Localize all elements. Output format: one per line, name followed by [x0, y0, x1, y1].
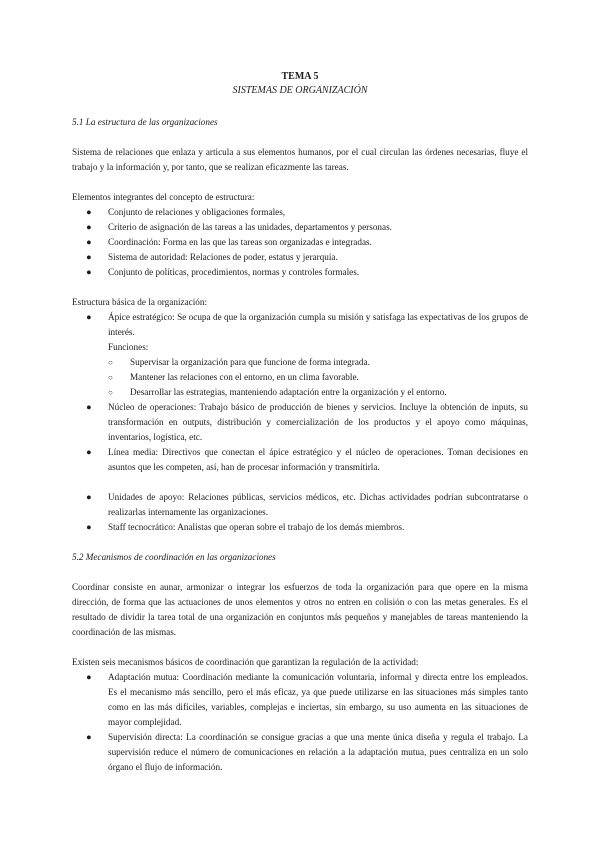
list-item: ● Conjunto de relaciones y obligaciones formales, [72, 205, 528, 220]
bullet-icon: ● [86, 237, 92, 247]
list-item: ○ Supervisar la organización para que funcione de forma integrada. [108, 355, 528, 370]
bullet-icon: ● [86, 522, 92, 532]
bullet-icon: ● [86, 312, 92, 322]
circle-bullet-icon: ○ [108, 373, 113, 382]
list-item: ● Adaptación mutua: Coordinación mediante la comunicación voluntaria, informal y directa entre los empleados. Es el mecanismo más sencillo, pero el más eficaz, ya que puede utilizarse en las situaciones más simples tanto como en las más difíciles, variables, complejas e inciertas, sin embargo, su uso aumenta en las situaciones de mayor complejidad. [86, 672, 528, 727]
list-item: ● Staff tecnocrático: Analistas que operan sobre el trabajo de los demás miembros. [72, 520, 528, 535]
functions-list [108, 355, 528, 400]
list-spacer [72, 475, 528, 490]
mechanisms-list-title: Existen seis mecanismos básicos de coordinación que garantizan la regulación de la actividad: [72, 657, 419, 667]
page-subtitle: SISTEMAS DE ORGANIZACIÓN [232, 85, 368, 96]
functions-label: Funciones: [108, 342, 149, 352]
list-item: ● Núcleo de operaciones: Trabajo básico de producción de bienes y servicios. Incluye la obtención de inputs, su transformación en outputs, distribución y comercialización de los productos y el apoyo como máquinas, inventarios, logística, etc. [86, 402, 528, 442]
bullet-icon: ● [86, 732, 92, 742]
bullet-icon: ● [86, 252, 92, 262]
list-item: ● Criterio de asignación de las tareas a las unidades, departamentos y personas. [72, 220, 528, 235]
list-item: ● Línea media: Directivos que conectan el ápice estratégico y el núcleo de operaciones. Toman decisiones en asuntos que les competen, así, han de procesar información y transmitirla. [86, 447, 528, 472]
elements-list-title: Elementos integrantes del concepto de estructura: [72, 192, 255, 202]
bullet-icon: ● [86, 447, 92, 457]
circle-bullet-icon: ○ [108, 388, 113, 397]
bullet-icon: ● [86, 672, 92, 682]
bullet-icon: ● [86, 267, 92, 277]
circle-bullet-icon: ○ [108, 358, 113, 367]
paragraph-coordination-definition: Coordinar consiste en aunar, armonizar o integrar los esfuerzos de toda la organización para que opere en la misma dirección, de forma que las actuaciones de unos elementos y otros no entren en colisión o con las metas generales. Es el resultado de dividir la tarea total de una organización en conjuntos más pequeños y manejables de tareas manteniendo la coordinación de las mismas. [72, 582, 528, 637]
section-heading-5-2: 5.2 Mecanismos de coordinación en las organizaciones [72, 552, 276, 562]
list-item: ● Coordinación: Forma en las que las tareas son organizadas e integradas. [72, 235, 528, 250]
basic-structure-title: Estructura básica de la organización: [72, 297, 208, 307]
list-item: ● Sistema de autoridad: Relaciones de poder, estatus y jerarquía. [72, 250, 528, 265]
bullet-icon: ● [86, 402, 92, 412]
elements-list [72, 205, 528, 280]
list-item: ● Supervisión directa: La coordinación se consigue gracias a que una mente única diseña y regula el trabajo. La supervisión reduce el número de comunicaciones en relación a la adaptación mutua, pues centraliza en un solo órgano el flujo de información. [86, 732, 528, 772]
paragraph-structure-definition: Sistema de relaciones que enlaza y articula a sus elementos humanos, por el cual circulan las órdenes necesarias, fluye el trabajo y la información y, por tanto, que se realizan eficazmente las tareas. [72, 147, 528, 172]
bullet-icon: ● [86, 492, 92, 502]
bullet-icon: ● [86, 222, 92, 232]
list-item-apex: ● Ápice estratégico: Se ocupa de que la organización cumpla su misión y satisfaga las expectativas de los grupos de interés. Funciones: ○ Supervisar la organización para que funcione de forma integrada. ○ Mantener las relaciones con el entorno, en un clima favorable. ○ Desarrollar las estrategias, manteniendo adaptación entre la organización y el entorno. [72, 310, 528, 400]
page-title: TEMA 5 [281, 71, 319, 82]
mechanisms-list [72, 670, 528, 775]
bullet-icon: ● [86, 207, 92, 217]
list-item: ● Conjunto de políticas, procedimientos, normas y controles formales. [72, 265, 528, 280]
section-heading-5-1: 5.1 La estructura de las organizaciones [72, 117, 218, 127]
basic-structure-list [72, 310, 528, 535]
list-item: ○ Desarrollar las estrategias, manteniendo adaptación entre la organización y el entorno. [108, 385, 528, 400]
list-item: ○ Mantener las relaciones con el entorno, en un clima favorable. [108, 370, 528, 385]
list-item: ● Unidades de apoyo: Relaciones públicas, servicios médicos, etc. Dichas actividades podrían subcontratarse o realizarlas internamente las organizaciones. [86, 492, 528, 517]
